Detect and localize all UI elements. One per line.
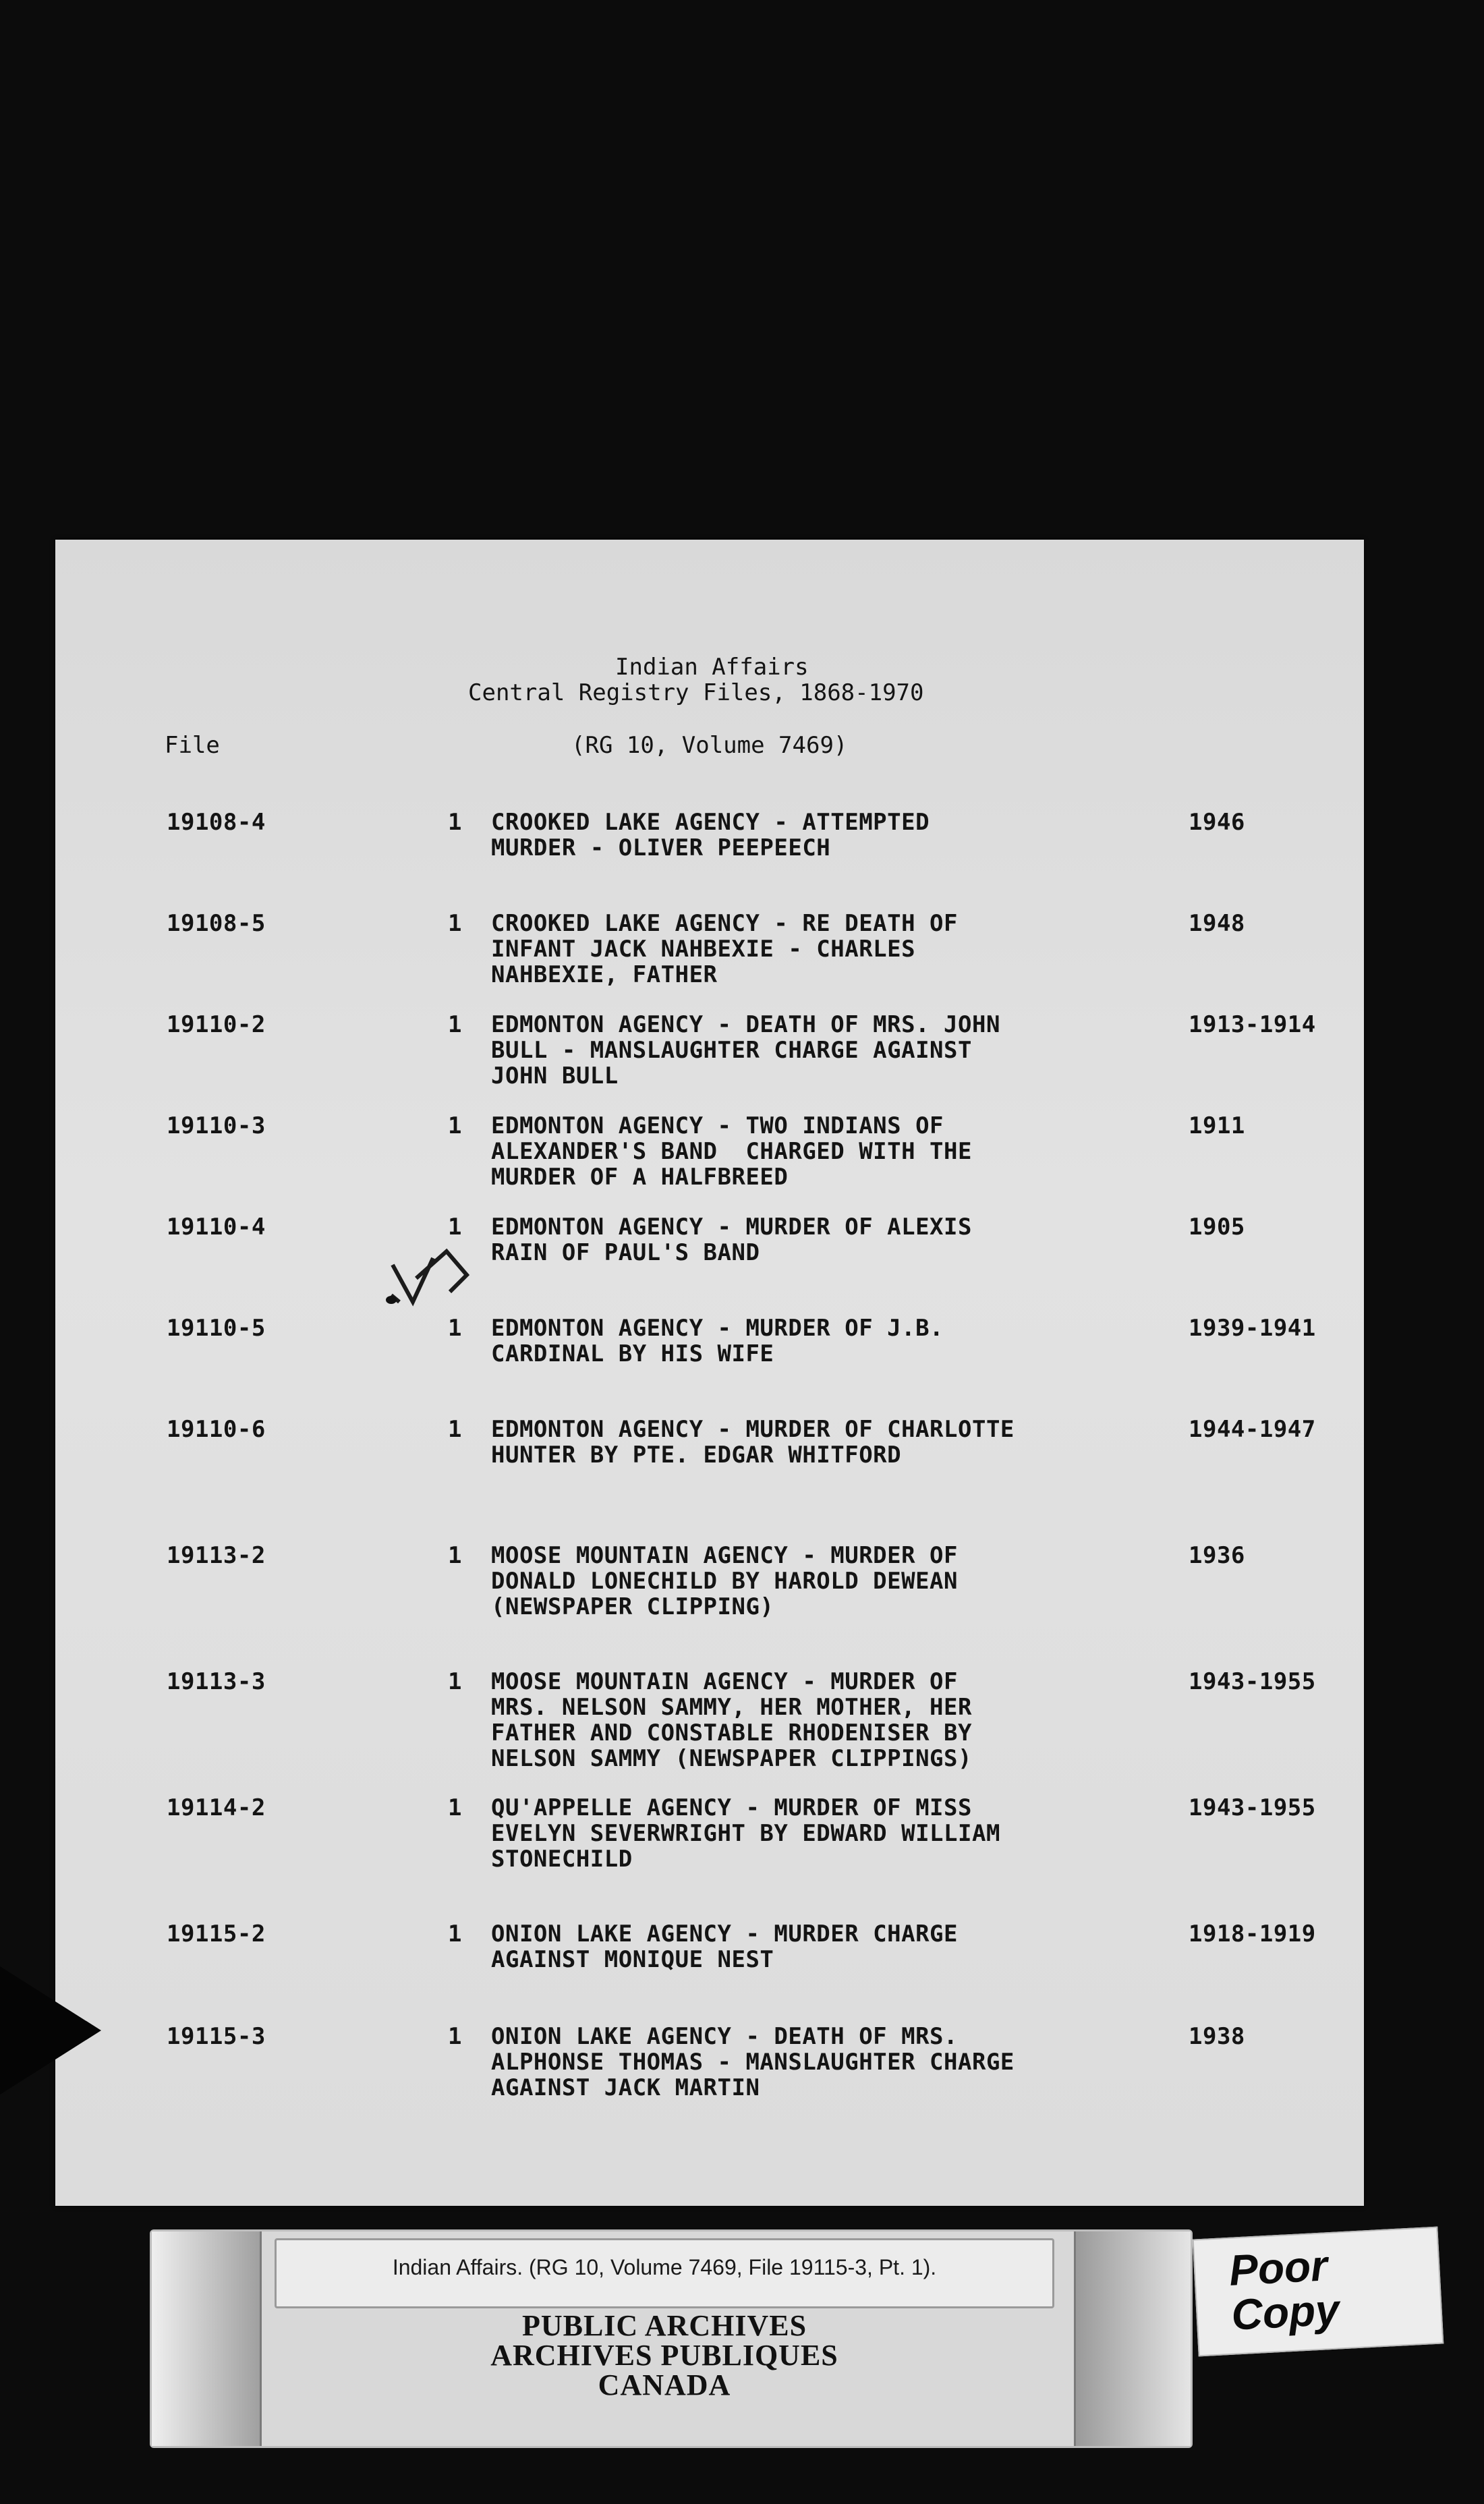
file-number: 19110-3 (167, 1112, 266, 1139)
file-number: 19115-2 (167, 1920, 266, 1947)
file-number: 19110-2 (167, 1011, 266, 1038)
file-dates: 1944-1947 (1189, 1416, 1316, 1443)
file-description (491, 1417, 1015, 1468)
archive-label-card (150, 2229, 1193, 2448)
description-line: BULL - MANSLAUGHTER CHARGE AGAINST (491, 1037, 972, 1064)
file-description (491, 1543, 958, 1620)
file-description (491, 1921, 958, 1972)
file-number: 19110-5 (167, 1315, 266, 1342)
description-line: AGAINST JACK MARTIN (491, 2074, 760, 2101)
file-description (491, 1669, 972, 1771)
file-volume: 1 (448, 1794, 462, 1821)
archives-line-3: CANADA (598, 2368, 731, 2401)
description-line: AGAINST MONIQUE NEST (491, 1946, 774, 1973)
description-line: STONECHILD (491, 1846, 633, 1873)
description-line: NELSON SAMMY (NEWSPAPER CLIPPINGS) (491, 1745, 972, 1772)
file-dates: 1938 (1189, 2023, 1245, 2050)
file-number: 19114-2 (167, 1794, 266, 1821)
file-description (491, 911, 958, 988)
file-dates: 1939-1941 (1189, 1315, 1316, 1342)
file-volume: 1 (448, 1112, 462, 1139)
description-line: EDMONTON AGENCY - DEATH OF MRS. JOHN (491, 1011, 1000, 1038)
file-description (491, 1214, 972, 1265)
file-number: 19113-3 (167, 1668, 266, 1695)
description-line: MRS. NELSON SAMMY, HER MOTHER, HER (491, 1694, 972, 1721)
file-volume: 1 (448, 1920, 462, 1947)
file-description (491, 1012, 1000, 1089)
stamp-line-1: Poor (1228, 2241, 1329, 2295)
file-number: 19110-6 (167, 1416, 266, 1443)
file-dates: 1946 (1189, 809, 1245, 836)
label-tab-right (1074, 2231, 1191, 2446)
header-volume: (RG 10, Volume 7469) (571, 732, 848, 759)
file-volume: 1 (448, 1315, 462, 1342)
file-dates: 1943-1955 (1189, 1794, 1316, 1821)
description-line: ALPHONSE THOMAS - MANSLAUGHTER CHARGE (491, 2049, 1015, 2076)
file-volume: 1 (448, 809, 462, 836)
file-description (491, 809, 930, 861)
file-dates: 1918-1919 (1189, 1920, 1316, 1947)
pointer-arrow-icon (0, 1966, 101, 2095)
file-description (491, 1113, 972, 1190)
description-line: ONION LAKE AGENCY - MURDER CHARGE (491, 1920, 959, 1947)
file-dates: 1948 (1189, 910, 1245, 937)
file-description (491, 2024, 1015, 2101)
file-volume: 1 (448, 1668, 462, 1695)
description-line: DONALD LONECHILD BY HAROLD DEWEAN (491, 1568, 959, 1595)
file-dates: 1936 (1189, 1542, 1245, 1569)
description-line: RAIN OF PAUL'S BAND (491, 1239, 760, 1266)
description-line: EDMONTON AGENCY - MURDER OF ALEXIS (491, 1214, 972, 1241)
stamp-line-2: Copy (1230, 2285, 1341, 2339)
description-line: INFANT JACK NAHBEXIE - CHARLES (491, 936, 916, 963)
description-line: MOOSE MOUNTAIN AGENCY - MURDER OF (491, 1542, 959, 1569)
description-line: EDMONTON AGENCY - MURDER OF J.B. (491, 1315, 944, 1342)
file-volume: 1 (448, 910, 462, 937)
description-line: CARDINAL BY HIS WIFE (491, 1340, 774, 1367)
file-column-label: File (165, 732, 220, 759)
file-number: 19108-4 (167, 809, 266, 836)
description-line: FATHER AND CONSTABLE RHODENISER BY (491, 1719, 972, 1746)
description-line: NAHBEXIE, FATHER (491, 961, 718, 988)
archives-line-1: PUBLIC ARCHIVES (521, 2309, 807, 2342)
header-title: Indian Affairs (615, 654, 809, 681)
citation-text: Indian Affairs. (RG 10, Volume 7469, File 19115-3, Pt. 1). (392, 2255, 937, 2279)
file-dates: 1913-1914 (1189, 1011, 1316, 1038)
description-line: QU'APPELLE AGENCY - MURDER OF MISS (491, 1794, 972, 1821)
description-line: MOOSE MOUNTAIN AGENCY - MURDER OF (491, 1668, 959, 1695)
description-line: ALEXANDER'S BAND CHARGED WITH THE (491, 1138, 972, 1165)
description-line: MURDER OF A HALFBREED (491, 1164, 789, 1191)
description-line: JOHN BULL (491, 1062, 619, 1089)
file-number: 19110-4 (167, 1214, 266, 1241)
description-line: EVELYN SEVERWRIGHT BY EDWARD WILLIAM (491, 1820, 1000, 1847)
description-line: (NEWSPAPER CLIPPING) (491, 1593, 774, 1620)
document-page (55, 540, 1364, 2206)
file-volume: 1 (448, 1542, 462, 1569)
description-line: EDMONTON AGENCY - MURDER OF CHARLOTTE (491, 1416, 1015, 1443)
file-volume: 1 (448, 1416, 462, 1443)
file-number: 19108-5 (167, 910, 266, 937)
file-dates: 1943-1955 (1189, 1668, 1316, 1695)
description-line: ONION LAKE AGENCY - DEATH OF MRS. (491, 2023, 959, 2050)
file-volume: 1 (448, 2023, 462, 2050)
file-description (491, 1315, 944, 1367)
description-line: CROOKED LAKE AGENCY - ATTEMPTED (491, 809, 930, 836)
file-volume: 1 (448, 1011, 462, 1038)
label-tab-left (152, 2231, 262, 2446)
file-number: 19113-2 (167, 1542, 266, 1569)
header-subtitle: Central Registry Files, 1868-1970 (468, 679, 924, 706)
file-description (491, 1795, 1000, 1872)
citation-box (275, 2238, 1054, 2308)
handwritten-checkmark-icon (386, 1238, 487, 1312)
description-line: HUNTER BY PTE. EDGAR WHITFORD (491, 1442, 902, 1469)
file-dates: 1911 (1189, 1112, 1245, 1139)
file-number: 19115-3 (167, 2023, 266, 2050)
poor-copy-stamp (1193, 2227, 1444, 2357)
description-line: CROOKED LAKE AGENCY - RE DEATH OF (491, 910, 959, 937)
archives-name (422, 2311, 907, 2400)
file-dates: 1905 (1189, 1214, 1245, 1241)
file-volume: 1 (448, 1214, 462, 1241)
description-line: MURDER - OLIVER PEEPEECH (491, 834, 831, 861)
description-line: EDMONTON AGENCY - TWO INDIANS OF (491, 1112, 944, 1139)
archives-line-2: ARCHIVES PUBLIQUES (490, 2339, 838, 2372)
